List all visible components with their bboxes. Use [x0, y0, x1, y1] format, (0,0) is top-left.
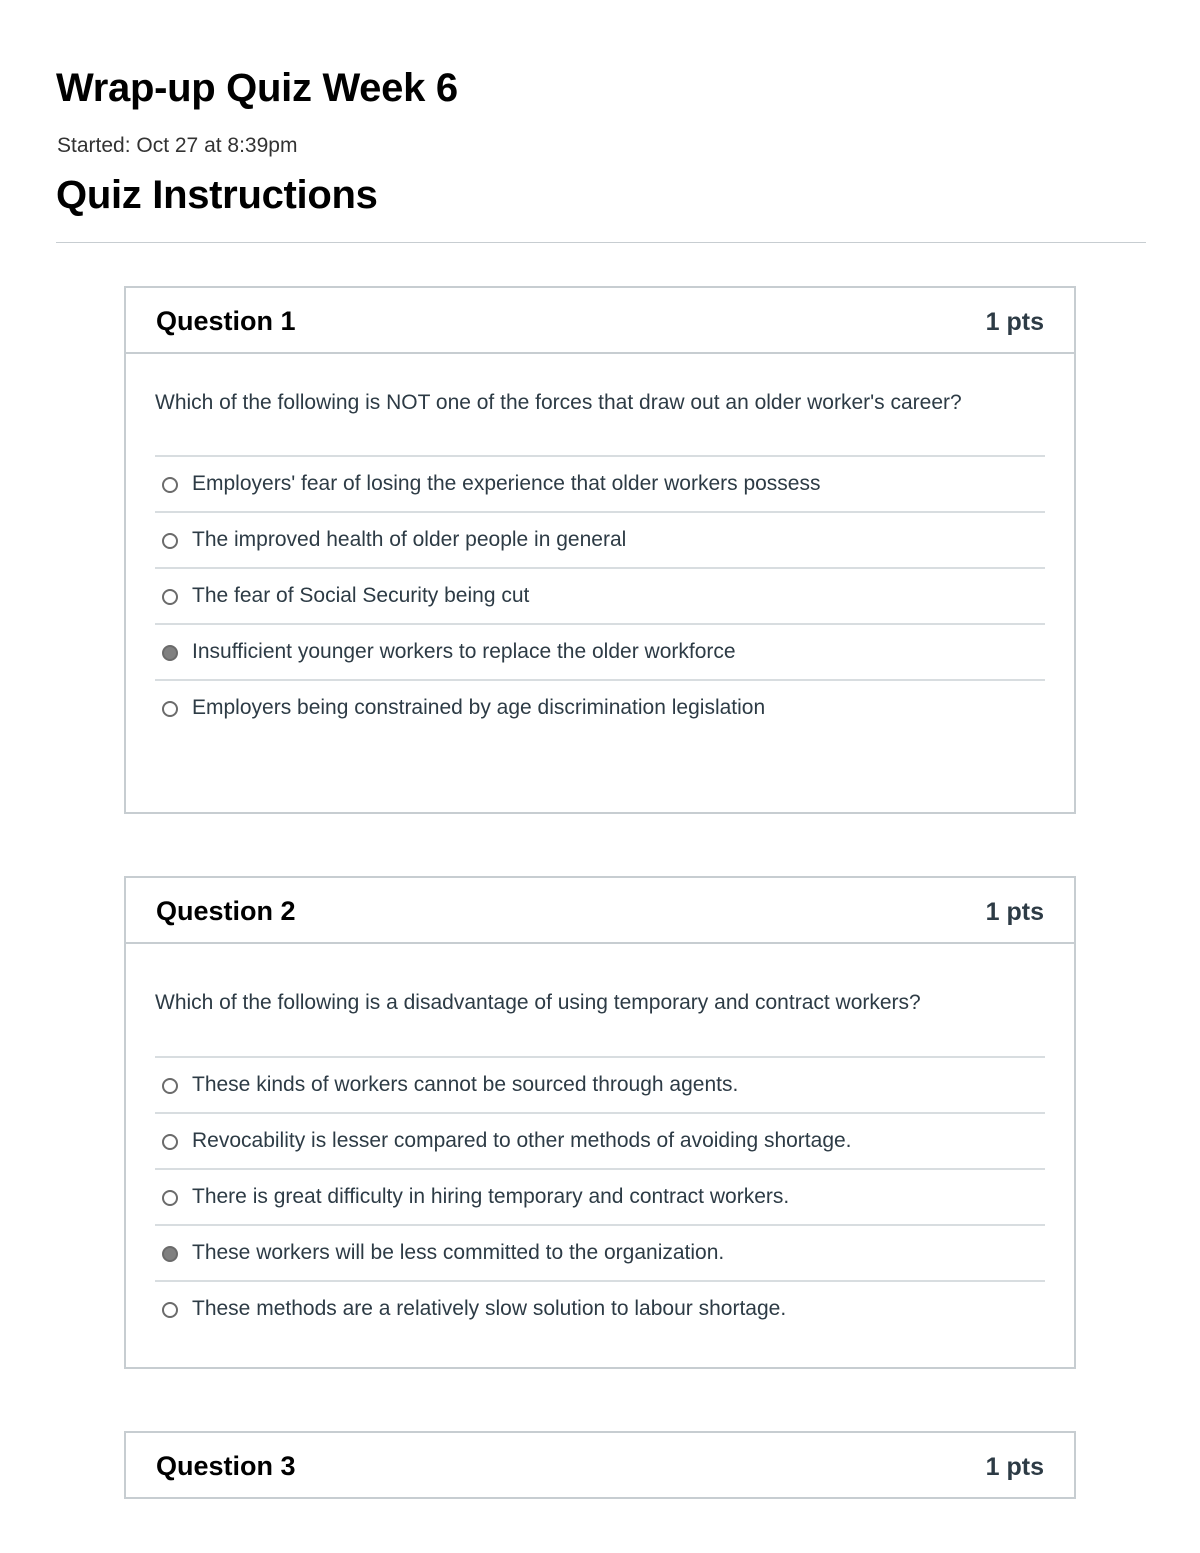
radio-button[interactable] — [162, 589, 178, 605]
answer-option[interactable] — [155, 1282, 1045, 1336]
answer-option[interactable] — [155, 1058, 1045, 1114]
quiz-title: Wrap-up Quiz Week 6 — [56, 66, 458, 110]
question-1 — [124, 286, 1076, 814]
answer-option[interactable] — [155, 625, 1045, 681]
answer-list — [155, 455, 1045, 735]
radio-button[interactable] — [162, 533, 178, 549]
radio-button-selected[interactable] — [162, 1246, 178, 1262]
quiz-instructions-heading: Quiz Instructions — [56, 173, 378, 217]
answer-label[interactable]: These methods are a relatively slow solution to labour shortage. — [192, 1297, 787, 1320]
answer-option[interactable] — [155, 1170, 1045, 1226]
question-body — [126, 354, 1074, 735]
question-name: Question 3 — [156, 1451, 296, 1481]
radio-button[interactable] — [162, 1078, 178, 1094]
answer-label[interactable]: These kinds of workers cannot be sourced through agents. — [192, 1073, 739, 1096]
answer-label[interactable]: Insufficient younger workers to replace the older workforce — [192, 640, 736, 663]
question-points: 1 pts — [985, 1453, 1044, 1481]
radio-button[interactable] — [162, 1134, 178, 1150]
question-text: Which of the following is a disadvantage of using temporary and contract workers? — [155, 991, 921, 1014]
question-header — [126, 288, 1074, 354]
answer-label[interactable]: Revocability is lesser compared to other methods of avoiding shortage. — [192, 1129, 852, 1152]
question-header — [126, 1433, 1074, 1499]
question-points: 1 pts — [985, 308, 1044, 336]
answer-label[interactable]: These workers will be less committed to the organization. — [192, 1241, 725, 1264]
answer-label[interactable]: The fear of Social Security being cut — [192, 584, 530, 607]
question-body — [126, 944, 1074, 1336]
question-name: Question 2 — [156, 896, 296, 926]
answer-label[interactable]: Employers' fear of losing the experience that older workers possess — [192, 472, 821, 495]
answer-list — [155, 1056, 1045, 1336]
question-2 — [124, 876, 1076, 1369]
answer-label[interactable]: There is great difficulty in hiring temporary and contract workers. — [192, 1185, 790, 1208]
question-points: 1 pts — [985, 898, 1044, 926]
answer-label[interactable]: Employers being constrained by age discrimination legislation — [192, 696, 766, 719]
radio-button[interactable] — [162, 1302, 178, 1318]
answer-option[interactable] — [155, 681, 1045, 735]
question-name: Question 1 — [156, 306, 296, 336]
radio-button[interactable] — [162, 1190, 178, 1206]
answer-option[interactable] — [155, 569, 1045, 625]
question-text: Which of the following is NOT one of the forces that draw out an older worker's career? — [155, 391, 962, 414]
radio-button-selected[interactable] — [162, 645, 178, 661]
started-timestamp: Started: Oct 27 at 8:39pm — [57, 134, 298, 157]
answer-option[interactable] — [155, 457, 1045, 513]
answer-option[interactable] — [155, 1226, 1045, 1282]
answer-label[interactable]: The improved health of older people in general — [192, 528, 627, 551]
answer-option[interactable] — [155, 513, 1045, 569]
question-header — [126, 878, 1074, 944]
divider — [56, 242, 1146, 243]
answer-option[interactable] — [155, 1114, 1045, 1170]
question-3 — [124, 1431, 1076, 1499]
radio-button[interactable] — [162, 701, 178, 717]
radio-button[interactable] — [162, 477, 178, 493]
